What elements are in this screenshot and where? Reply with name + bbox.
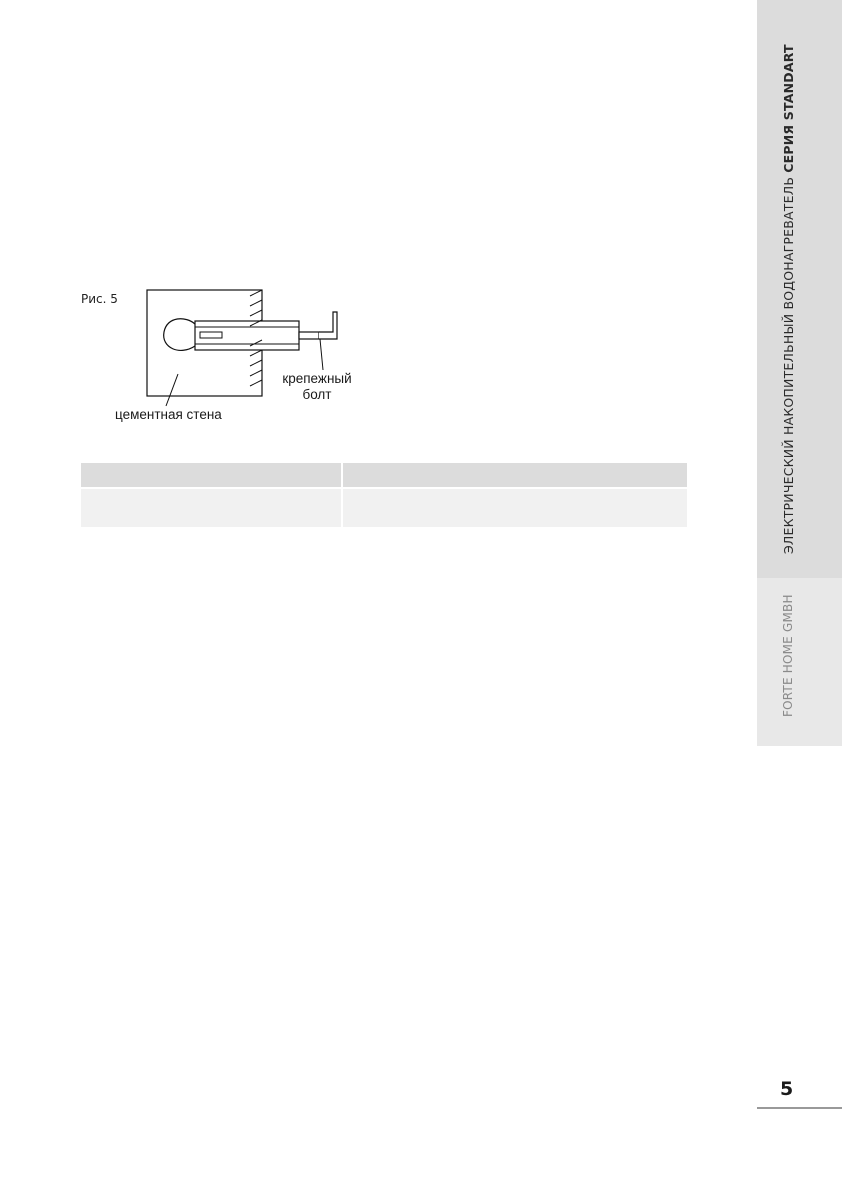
company-name: FORTE HOME GMBH — [781, 594, 795, 717]
bolt-shaft — [299, 332, 319, 339]
running-header-bold: СЕРИЯ STANDART — [781, 44, 796, 173]
spec-table — [81, 463, 687, 527]
sidebar-company-band — [757, 578, 842, 746]
bolt-leader-line — [320, 339, 323, 370]
bolt-caption-line2: болт — [302, 387, 332, 402]
wall-leader-line — [166, 374, 178, 406]
anchor-sleeve — [195, 321, 299, 350]
page-number-rule — [757, 1107, 842, 1109]
table-cell — [81, 488, 342, 527]
table-cell — [342, 488, 687, 527]
table-row — [81, 488, 687, 527]
table-header-cell — [81, 463, 342, 488]
running-header — [781, 44, 796, 554]
table-header-row — [81, 463, 687, 488]
running-header-regular: ЭЛЕКТРИЧЕСКИЙ НАКОПИТЕЛЬНЫЙ ВОДОНАГРЕВАТЕЛЬ — [781, 172, 796, 554]
anchor-bulb — [164, 319, 195, 351]
bolt-hook — [319, 312, 337, 339]
bolt-caption-line1: крепежный — [282, 371, 352, 386]
figure-label: Рис. 5 — [81, 292, 118, 306]
sidebar-header-band — [757, 0, 842, 578]
page-number: 5 — [780, 1078, 794, 1100]
wall-caption: цементная стена — [115, 407, 222, 422]
table-header-cell — [342, 463, 687, 488]
bolt-caption — [276, 371, 358, 403]
